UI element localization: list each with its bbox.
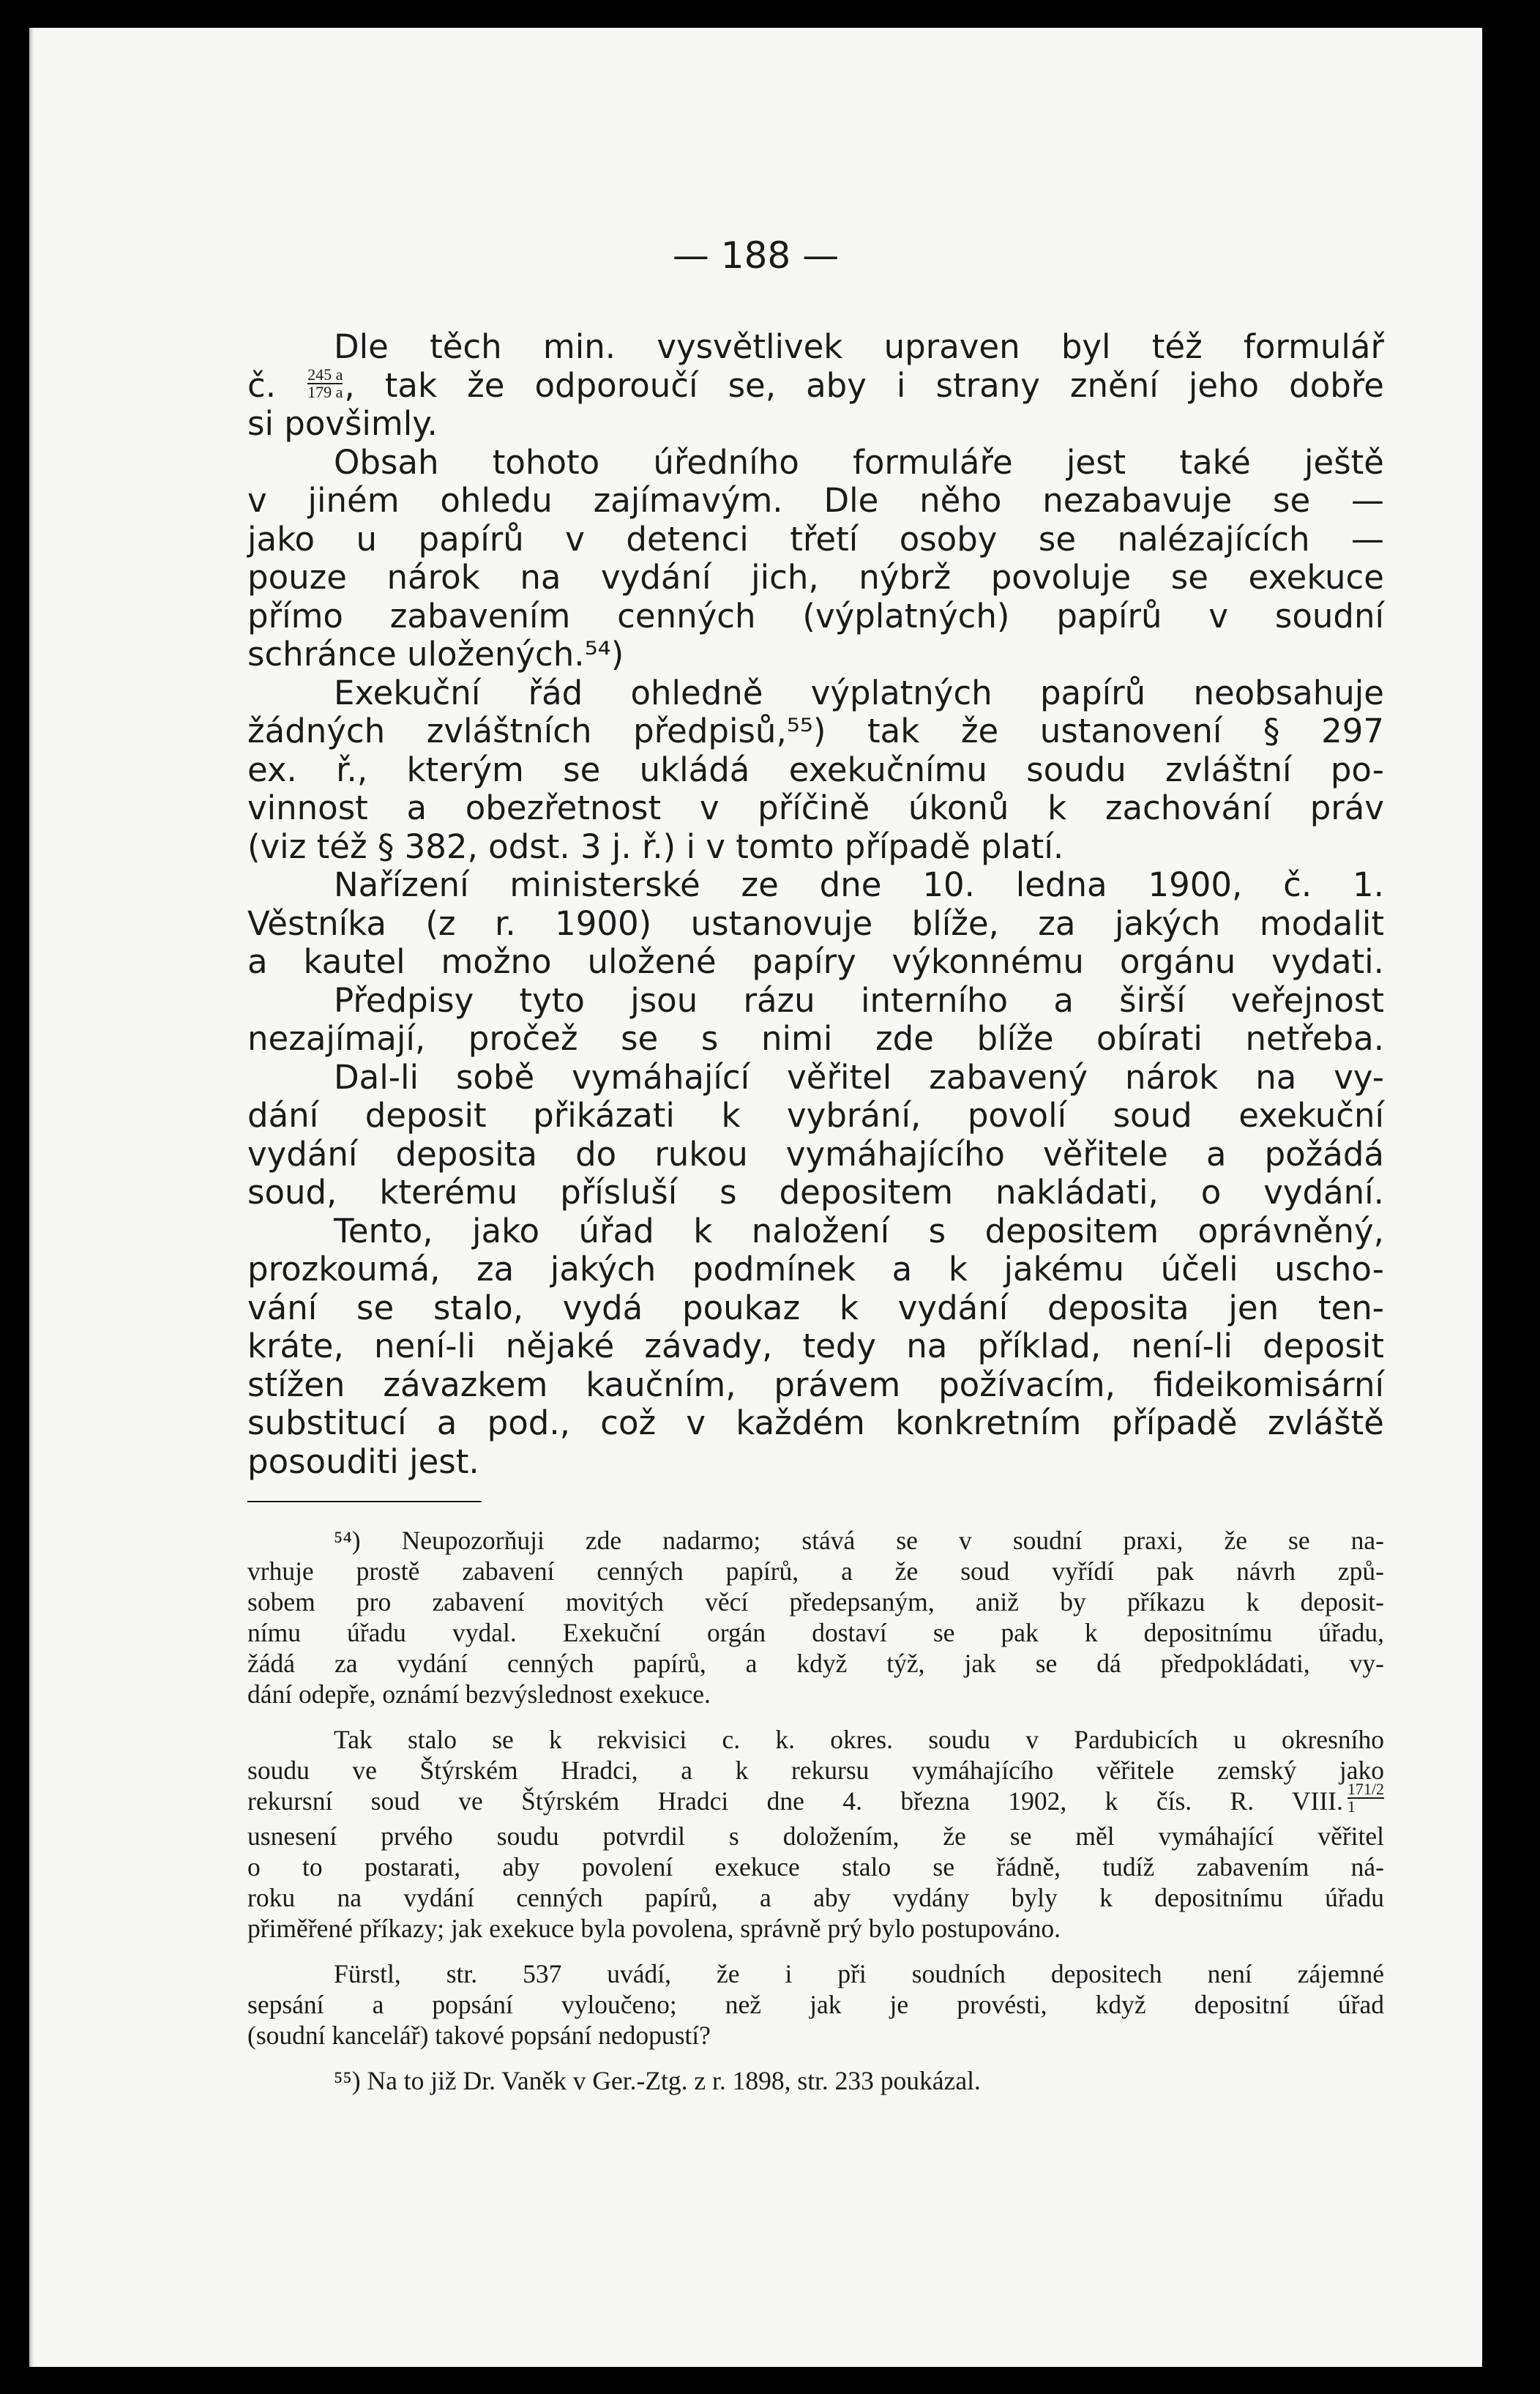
paragraph-1-line-3: si povšimly. xyxy=(247,404,438,443)
paragraph-6-line: soud, kterému přísluší s depositem nakládati, o vydání. xyxy=(247,1173,1384,1212)
footnote-54b-line: o to postarati, aby povolení exekuce stalo se řádně, tudíž zabavením ná- xyxy=(247,1852,1384,1882)
footnote-54-line: ⁵⁴) Neupozorňuji zde nadarmo; stává se v soudní praxi, že se na- xyxy=(334,1526,1384,1555)
paragraph-3-line: vinnost a obezřetnost v příčině úkonů k zachování práv xyxy=(247,788,1384,827)
footnote-54-line: žádá za vydání cenných papírů, a když týž, jak se dá předpokládati, vy- xyxy=(247,1649,1384,1678)
form-fraction-denominator: 179 a xyxy=(307,382,343,401)
paragraph-6-line: dání deposit přikázati k vybrání, povolí soud exekuční xyxy=(247,1096,1384,1135)
paragraph-7-line: substitucí a pod., což v každém konkretním případě zvláště xyxy=(247,1403,1384,1442)
form-prefix: č. xyxy=(247,365,277,405)
document-page xyxy=(29,28,1482,2367)
footnote-54b-ref-text: rekursní soud ve Štýrském Hradci dne 4. března 1902, k čís. R. VIII. xyxy=(247,1786,1343,1816)
footnote-54b-line: soudu ve Štýrském Hradci, a k rekursu vymáhajícího věřitele zemský jako xyxy=(247,1756,1384,1785)
paragraph-2-line: jako u papírů v detenci třetí osoby se nalézajících — xyxy=(247,519,1384,559)
footnote-54c-line: sepsání a popsání vyloučeno; než jak je provésti, když depositní úřad xyxy=(247,1989,1384,2019)
reference-fraction-denominator: 1 xyxy=(1348,1797,1384,1815)
footnote-54b-line-ref xyxy=(247,1779,1384,1821)
footnote-55: ⁵⁵) Na to již Dr. Vaněk v Ger.-Ztg. z r. 1898, str. 233 poukázal. xyxy=(334,2065,981,2095)
paragraph-3-line: žádných zvláštních předpisů,⁵⁵) tak že ustanovení § 297 xyxy=(247,712,1384,750)
footnote-54b-line: Tak stalo se k rekvisici c. k. okres. soudu v Pardubicích u okresního xyxy=(334,1725,1384,1754)
paragraph-6-line: vydání deposita do rukou vymáhajícího věřitele a požádá xyxy=(247,1134,1384,1174)
reference-fraction xyxy=(1348,1781,1384,1815)
paragraph-7-line: vání se stalo, vydá poukaz k vydání deposita jen ten- xyxy=(247,1288,1384,1327)
footnote-54-line: dání odepře, oznámí bezvýslednost exekuce. xyxy=(247,1679,711,1709)
paragraph-4-line: a kautel možno uložené papíry výkonnému orgánu vydati. xyxy=(247,942,1384,981)
page-number: — 188 — xyxy=(672,234,840,277)
footnote-54b-line: přiměřené příkazy; jak exekuce byla povolena, správně prý bylo postupováno. xyxy=(247,1913,1061,1943)
reference-fraction-numerator: 171/2 xyxy=(1347,1779,1384,1798)
paragraph-7-line: Tento, jako úřad k naložení s depositem oprávněný, xyxy=(334,1211,1384,1250)
paragraph-7-line: prozkoumá, za jakých podmínek a k jakému účeli uscho- xyxy=(247,1250,1384,1289)
paragraph-3-line: ex. ř., kterým se ukládá exekučnímu soudu zvláštní po- xyxy=(247,750,1384,789)
form-fraction-numerator: 245 a xyxy=(307,365,343,384)
form-rest: , tak že odporoučí se, aby i strany znění jeho dobře xyxy=(344,365,1384,405)
footnote-54-line: nímu úřadu vydal. Exekuční orgán dostaví se pak k depositnímu úřadu, xyxy=(247,1618,1384,1647)
footnote-54c-line: (soudní kancelář) takové popsání nedopustí? xyxy=(247,2020,711,2050)
form-fraction xyxy=(307,367,343,400)
paragraph-3-line: (viz též § 382, odst. 3 j. ř.) i v tomto případě platí. xyxy=(247,827,1064,866)
paragraph-4-line: Nařízení ministerské ze dne 10. ledna 1900, č. 1. xyxy=(334,865,1384,904)
footnote-54c-line: Fürstl, str. 537 uvádí, že i při soudních depositech není zájemné xyxy=(334,1958,1384,1988)
paragraph-1-line-1: Dle těch min. vysvětlivek upraven byl též formulář xyxy=(334,327,1384,366)
footnote-54-line: sobem pro zabavení movitých věcí předepsaným, aniž by příkazu k deposit- xyxy=(247,1587,1384,1616)
footnote-54-line: vrhuje prostě zabavení cenných papírů, a že soud vyřídí pak návrh způ- xyxy=(247,1556,1384,1586)
paragraph-5-line: nezajímají, pročež se s nimi zde blíže obírati netřeba. xyxy=(247,1019,1384,1058)
paragraph-3-line: Exekuční řád ohledně výplatných papírů neobsahuje xyxy=(334,673,1384,712)
paragraph-5-line: Předpisy tyto jsou rázu interního a širší veřejnost xyxy=(334,980,1384,1020)
footnotes xyxy=(247,1525,1384,2096)
paragraph-7-line: posouditi jest. xyxy=(247,1442,479,1481)
paragraph-2-line: v jiném ohledu zajímavým. Dle něho nezabavuje se — xyxy=(247,481,1384,520)
paragraph-2-line: pouze nárok na vydání jich, nýbrž povoluje se exekuce xyxy=(247,558,1384,597)
paragraph-2-line: přímo zabavením cenných (výplatných) papírů v soudní xyxy=(247,596,1384,635)
paragraph-6-line: Dal-li sobě vymáhající věřitel zabavený nárok na vy- xyxy=(334,1057,1384,1097)
paragraph-7-line: stížen závazkem kaučním, právem požívacím, fideikomisární xyxy=(247,1365,1384,1404)
paragraph-2-line: Obsah tohoto úředního formuláře jest také ještě xyxy=(334,442,1384,482)
main-text xyxy=(247,328,1384,1481)
footnote-54b-line: roku na vydání cenných papírů, a aby vydány byly k depositnímu úřadu xyxy=(247,1882,1384,1912)
paragraph-4-line: Věstníka (z r. 1900) ustanovuje blíže, za jakých modalit xyxy=(247,903,1384,943)
paragraph-1-line-2 xyxy=(247,367,1384,406)
paragraph-2-line: schránce uložených.⁵⁴) xyxy=(247,635,624,674)
footnote-54b-line: usnesení prvého soudu potvrdil s doložením, že se měl vymáhající věřitel xyxy=(247,1821,1384,1851)
footnote-separator xyxy=(247,1501,482,1502)
paragraph-7-line: kráte, není-li nějaké závady, tedy na příklad, není-li deposit xyxy=(247,1327,1384,1365)
